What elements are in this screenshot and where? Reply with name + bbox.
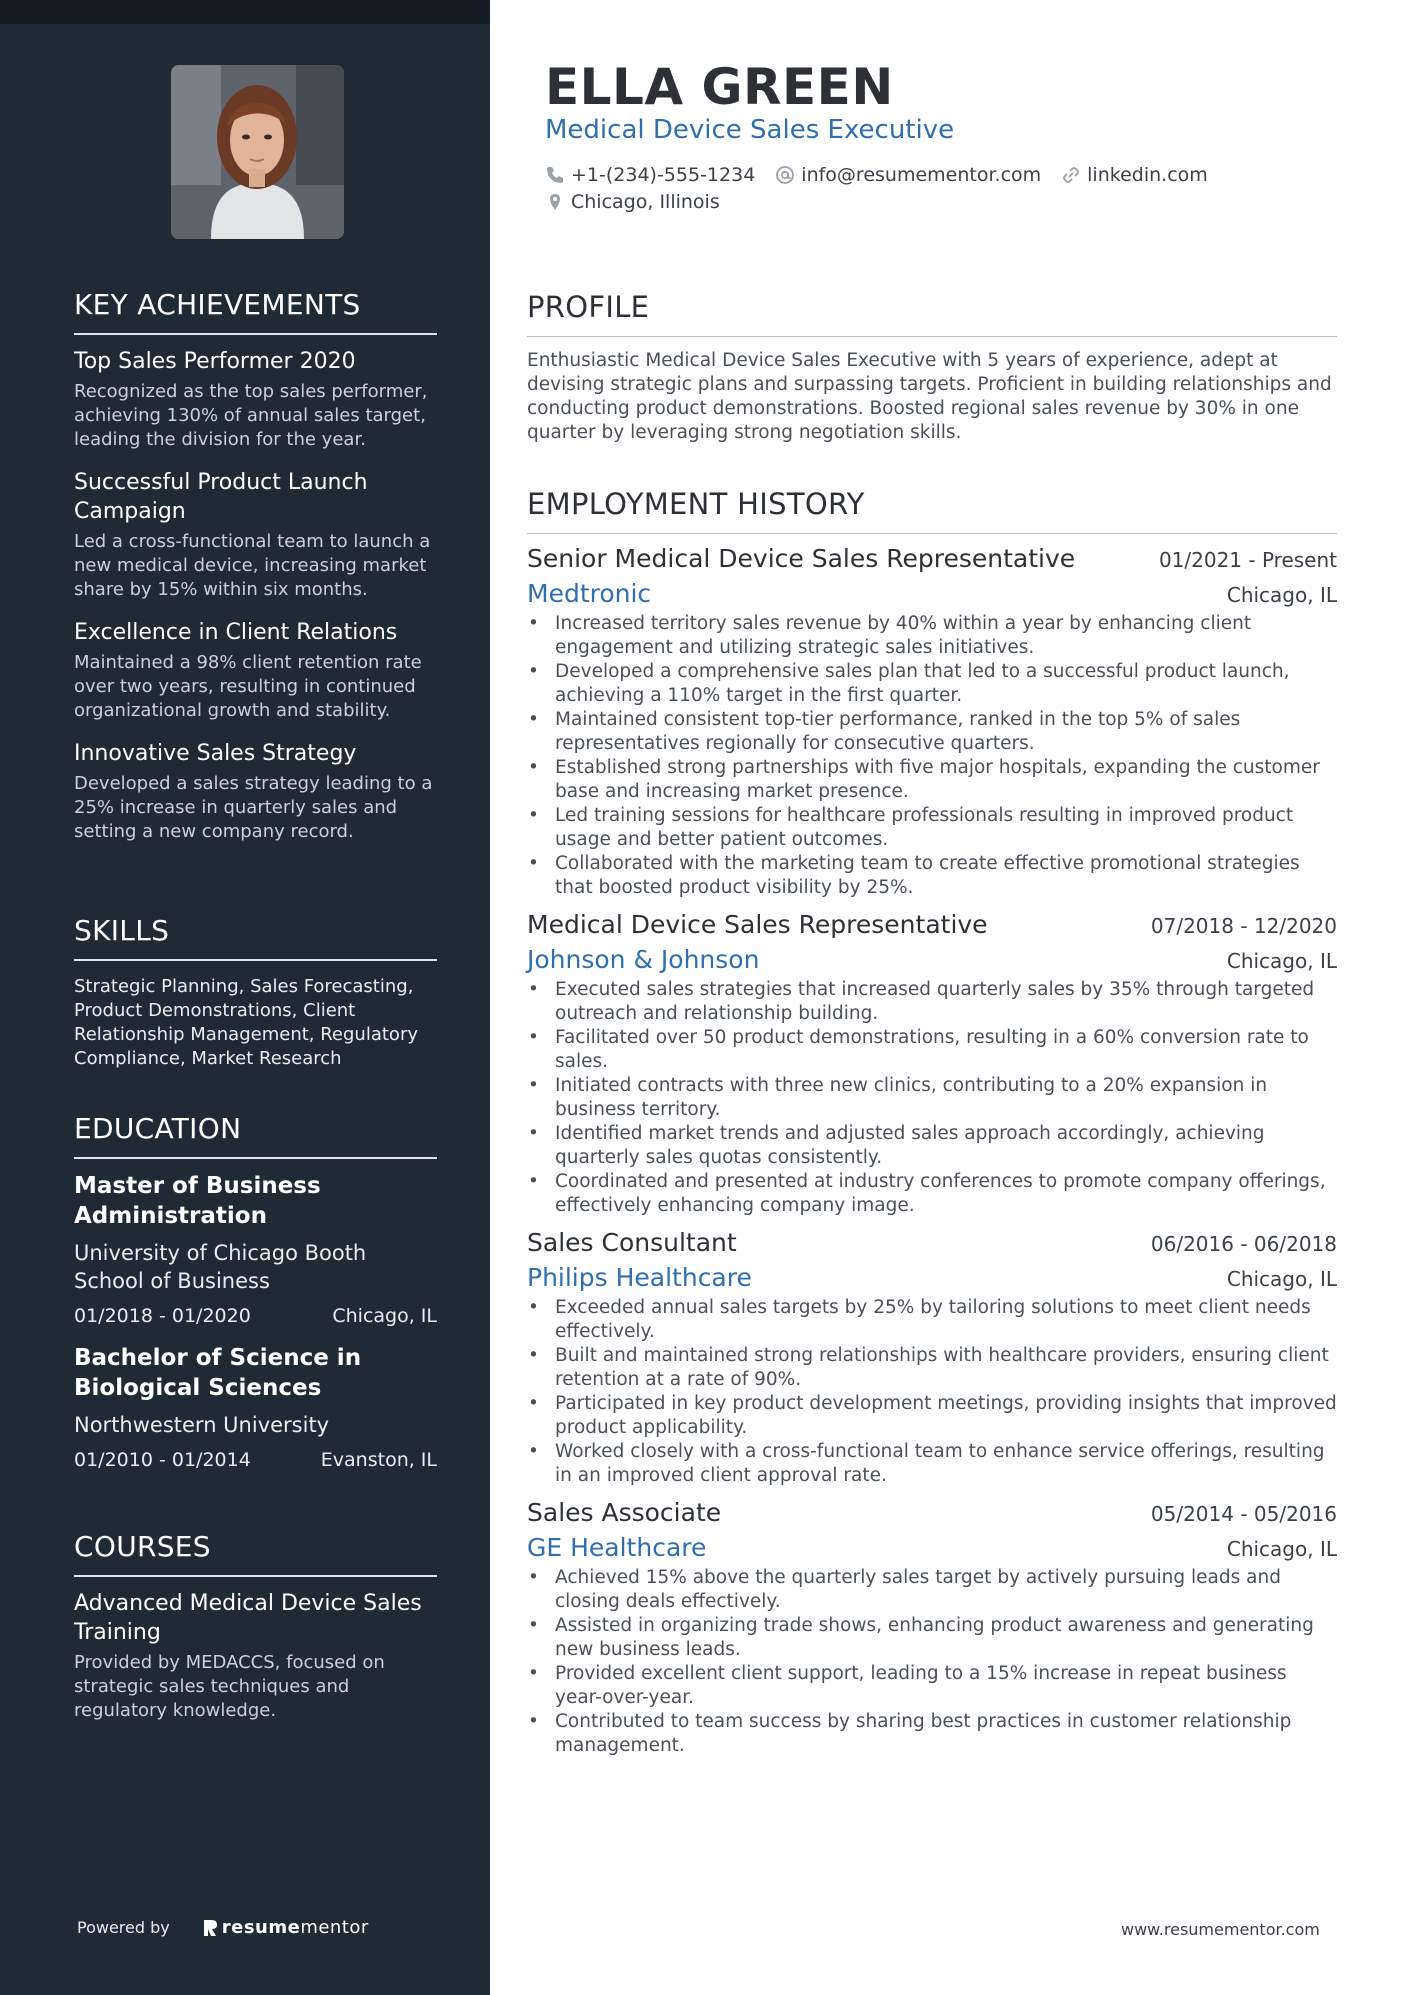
employment-heading: EMPLOYMENT HISTORY — [527, 487, 1337, 534]
job-bullet: • Led training sessions for healthcare professionals resulting in improved product usage and better patient outcomes. — [527, 804, 1337, 852]
portrait-image — [171, 65, 344, 239]
course-item — [74, 1589, 437, 1723]
job-bullets — [527, 1296, 1337, 1488]
job-bullet: • Developed a comprehensive sales plan that led to a successful product launch, achieving a 110% target in the first quarter. — [527, 660, 1337, 708]
course-title: Advanced Medical Device Sales Training — [74, 1591, 422, 1645]
job-location: Chicago, IL — [1226, 1267, 1337, 1291]
job-bullet: • Provided excellent client support, leading to a 15% increase in repeat business year-over-year. — [527, 1662, 1337, 1710]
achievement-desc: Recognized as the top sales performer, achieving 130% of annual sales target, leading the division for the year. — [74, 381, 428, 450]
location-pin-icon — [545, 192, 565, 212]
achievement-desc: Developed a sales strategy leading to a 25% increase in quarterly sales and setting a new company record. — [74, 773, 433, 842]
job-bullets — [527, 978, 1337, 1218]
job-entry — [527, 544, 1337, 900]
achievement-title: Top Sales Performer 2020 — [74, 349, 356, 374]
job-location: Chicago, IL — [1226, 949, 1337, 973]
education-degree: Master of Business Administration — [74, 1173, 321, 1229]
job-title: Sales Consultant — [527, 1228, 737, 1257]
profile-heading: PROFILE — [527, 290, 1337, 337]
education-location: Chicago, IL — [332, 1305, 437, 1327]
education-school: Northwestern University — [74, 1413, 330, 1437]
resumementor-brand[interactable] — [202, 1917, 369, 1938]
linkedin-text: linkedin.com — [1087, 164, 1208, 186]
education-dates: 01/2010 - 01/2014 — [74, 1449, 251, 1471]
job-location: Chicago, IL — [1226, 1537, 1337, 1561]
skills-section — [74, 914, 437, 1071]
job-bullets — [527, 1566, 1337, 1758]
job-bullet: • Contributed to team success by sharing best practices in customer relationship management. — [527, 1710, 1337, 1758]
contact-row-2 — [545, 191, 740, 213]
education-location: Evanston, IL — [320, 1449, 437, 1471]
course-desc: Provided by MEDACCS, focused on strategic sales techniques and regulatory knowledge. — [74, 1652, 385, 1721]
profile-section — [527, 290, 1337, 445]
location-text: Chicago, Illinois — [571, 191, 720, 213]
education-item — [74, 1343, 437, 1471]
job-entry — [527, 1498, 1337, 1758]
job-dates: 05/2014 - 05/2016 — [1150, 1502, 1337, 1526]
candidate-name: ELLA GREEN — [545, 58, 894, 116]
job-entry — [527, 1228, 1337, 1488]
contact-row — [545, 164, 1228, 186]
job-dates: 01/2021 - Present — [1158, 548, 1337, 572]
employment-section — [527, 487, 1337, 1758]
job-company: GE Healthcare — [527, 1533, 707, 1562]
job-title: Senior Medical Device Sales Representative — [527, 544, 1076, 573]
job-bullet: • Maintained consistent top-tier performance, ranked in the top 5% of sales representatives regionally for consecutive quarters. — [527, 708, 1337, 756]
phone-icon — [545, 165, 565, 185]
profile-text: Enthusiastic Medical Device Sales Executive with 5 years of experience, adept at devising strategic plans and surpassing targets. Proficient in building relationships and conducting product demonstrations. Boosted regional sales revenue by 30% in one quarter by leveraging strong negotiation skills. — [527, 350, 1332, 443]
job-bullet: • Executed sales strategies that increased quarterly sales by 35% through targeted outreach and relationship building. — [527, 978, 1337, 1026]
footer-url[interactable]: www.resumementor.com — [1121, 1920, 1320, 1939]
job-company: Johnson & Johnson — [527, 945, 760, 974]
sidebar — [0, 0, 490, 1995]
profile-photo — [171, 65, 344, 239]
achievement-title: Excellence in Client Relations — [74, 620, 398, 645]
achievement-desc: Maintained a 98% client retention rate over two years, resulting in continued organizational growth and stability. — [74, 652, 422, 721]
job-bullet: • Collaborated with the marketing team to create effective promotional strategies that boosted product visibility by 25%. — [527, 852, 1337, 900]
link-icon — [1061, 165, 1081, 185]
education-heading: EDUCATION — [74, 1112, 437, 1159]
key-achievements-heading: KEY ACHIEVEMENTS — [74, 288, 437, 335]
job-bullet: • Increased territory sales revenue by 40% within a year by enhancing client engagement and utilizing strategic sales initiatives. — [527, 612, 1337, 660]
achievement-desc: Led a cross-functional team to launch a new medical device, increasing market share by 15% within six months. — [74, 531, 431, 600]
achievement-item — [74, 618, 437, 723]
achievement-item — [74, 739, 437, 844]
job-bullet: • Exceeded annual sales targets by 25% by tailoring solutions to meet client needs effectively. — [527, 1296, 1337, 1344]
job-bullet: • Initiated contracts with three new clinics, contributing to a 20% expansion in business territory. — [527, 1074, 1337, 1122]
contact-location — [545, 191, 720, 213]
courses-section — [74, 1530, 437, 1739]
contact-phone[interactable] — [545, 164, 755, 186]
phone-text: +1-(234)-555-1234 — [571, 164, 756, 186]
job-bullet: • Built and maintained strong relationships with healthcare providers, ensuring client retention at a rate of 90%. — [527, 1344, 1337, 1392]
skills-heading: SKILLS — [74, 914, 437, 961]
achievement-item — [74, 468, 437, 602]
contact-email[interactable] — [775, 164, 1041, 186]
job-bullet: • Participated in key product development meetings, providing insights that improved product applicability. — [527, 1392, 1337, 1440]
education-item — [74, 1171, 437, 1327]
courses-heading: COURSES — [74, 1530, 437, 1577]
powered-by — [77, 1917, 369, 1938]
education-section — [74, 1112, 437, 1487]
job-bullet: • Identified market trends and adjusted sales approach accordingly, achieving quarterly sales quotas consistently. — [527, 1122, 1337, 1170]
job-entry — [527, 910, 1337, 1218]
skills-list: Strategic Planning, Sales Forecasting, Product Demonstrations, Client Relationship Management, Regulatory Compliance, Market Research — [74, 976, 418, 1069]
job-title: Medical Device Sales Representative — [527, 910, 988, 939]
at-icon — [775, 165, 795, 185]
job-bullet: • Established strong partnerships with five major hospitals, expanding the customer base and increasing market presence. — [527, 756, 1337, 804]
job-bullet: • Worked closely with a cross-functional team to enhance service offerings, resulting in an improved client approval rate. — [527, 1440, 1337, 1488]
job-company: Philips Healthcare — [527, 1263, 752, 1292]
achievement-title: Successful Product Launch Campaign — [74, 470, 368, 524]
job-title: Sales Associate — [527, 1498, 722, 1527]
job-bullet: • Coordinated and presented at industry conferences to promote company offerings, effectively enhancing company image. — [527, 1170, 1337, 1218]
email-text: info@resumementor.com — [801, 164, 1042, 186]
job-dates: 07/2018 - 12/2020 — [1150, 914, 1337, 938]
resumementor-logo-icon — [202, 1918, 218, 1938]
job-company: Medtronic — [527, 579, 652, 608]
job-bullet: • Facilitated over 50 product demonstrations, resulting in a 60% conversion rate to sales. — [527, 1026, 1337, 1074]
powered-by-label: Powered by — [77, 1918, 170, 1937]
achievement-title: Innovative Sales Strategy — [74, 741, 357, 766]
sidebar-top-bar — [0, 0, 490, 24]
education-degree: Bachelor of Science in Biological Sciences — [74, 1345, 362, 1401]
job-dates: 06/2016 - 06/2018 — [1150, 1232, 1337, 1256]
brand-thin: mentor — [300, 1917, 369, 1938]
education-school: University of Chicago Booth School of Business — [74, 1241, 367, 1293]
job-location: Chicago, IL — [1226, 583, 1337, 607]
achievement-item — [74, 347, 437, 452]
job-bullets — [527, 612, 1337, 900]
candidate-role: Medical Device Sales Executive — [545, 115, 955, 145]
education-dates: 01/2018 - 01/2020 — [74, 1305, 251, 1327]
brand-bold: resume — [221, 1917, 301, 1938]
job-bullet: • Assisted in organizing trade shows, enhancing product awareness and generating new business leads. — [527, 1614, 1337, 1662]
key-achievements-section — [74, 288, 437, 860]
job-bullet: • Achieved 15% above the quarterly sales target by actively pursuing leads and closing deals effectively. — [527, 1566, 1337, 1614]
contact-linkedin[interactable] — [1061, 164, 1208, 186]
